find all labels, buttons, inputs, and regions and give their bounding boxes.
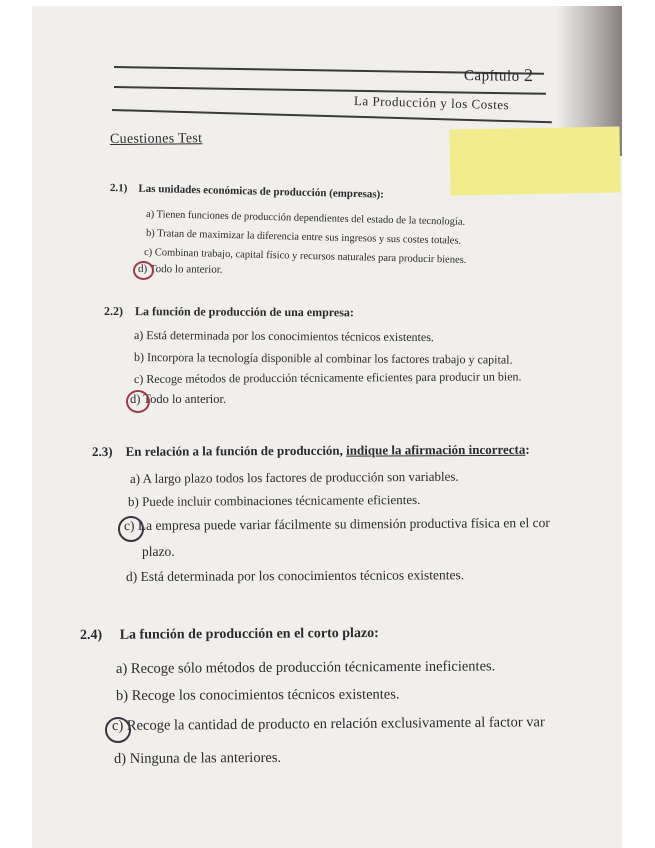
chapter-label: Capítulo <box>463 68 520 85</box>
chapter-number: 2 <box>523 64 534 86</box>
option-2-1-a: a) Tienen funciones de producción dependientes del estado de la tecnología. <box>145 209 466 228</box>
question-number: 2.2) <box>103 304 124 319</box>
option-2-3-a: a) A largo plazo todos los factores de producción son variables. <box>129 468 459 486</box>
question-number: 2.1) <box>109 182 128 195</box>
question-text: La función de producción de una empresa: <box>134 304 354 320</box>
section-heading: Cuestiones Test <box>109 131 203 147</box>
option-2-1-c: c) Combinan trabajo, capital físico y recursos naturales para producir bienes. <box>143 247 467 266</box>
option-2-3-d: d) Está determinada por los conocimientos técnicos existentes. <box>125 567 465 584</box>
chapter-subtitle: La Producción y los Costes <box>353 93 510 113</box>
option-2-2-b: b) Incorpora la tecnología disponible al combinar los factores trabajo y capital. <box>133 350 513 367</box>
answer-mark-2-4 <box>105 717 131 743</box>
question-text: La función de producción en el corto plazo: <box>119 625 379 643</box>
question-text-prefix: En relación a la función de producción, <box>125 442 343 459</box>
answer-mark-2-1 <box>133 261 154 280</box>
option-2-2-a: a) Está determinada por los conocimientos técnicos existentes. <box>133 328 434 345</box>
document-page <box>32 6 622 848</box>
header-middle-rule <box>114 86 546 94</box>
option-2-2-d: d) Todo lo anterior. <box>130 392 227 406</box>
question-number: 2.3) <box>91 443 113 459</box>
option-2-3-c: c) La empresa puede variar fácilmente su dimensión productiva física en el cor <box>123 515 550 533</box>
option-2-4-c: c) Recoge la cantidad de producto en relación exclusivamente al factor var <box>111 714 545 734</box>
highlighter-mark <box>449 127 620 196</box>
answer-mark-2-3 <box>118 516 144 542</box>
question-text: Las unidades económicas de producción (empresas): <box>138 182 385 201</box>
question-2-3 <box>92 442 530 460</box>
option-2-3-c-continued: plazo. <box>142 544 175 559</box>
option-2-1-b: b) Tratan de maximizar la diferencia entre sus ingresos y sus costes totales. <box>145 228 462 247</box>
option-2-4-a: a) Recoge sólo métodos de producción técnicamente ineficientes. <box>115 658 496 677</box>
question-2-4 <box>80 626 379 644</box>
question-number: 2.4) <box>79 627 103 643</box>
option-2-4-d: d) Ninguna de las anteriores. <box>113 749 282 767</box>
option-2-1-d: d) Todo lo anterior. <box>137 263 223 276</box>
chapter-title <box>464 64 534 86</box>
option-2-3-b: b) Puede incluir combinaciones técnicamente eficientes. <box>127 491 421 509</box>
question-2-1 <box>110 182 384 201</box>
option-2-4-b: b) Recoge los conocimientos técnicos existentes. <box>115 686 400 704</box>
answer-mark-2-2 <box>126 390 150 413</box>
question-text-suffix: : <box>525 441 530 457</box>
question-2-2 <box>104 304 354 320</box>
option-2-2-c: c) Recoge métodos de producción técnicamente eficientes para producir un bien. <box>133 369 522 386</box>
question-text-emphasis: indique la afirmación incorrecta <box>346 441 526 458</box>
